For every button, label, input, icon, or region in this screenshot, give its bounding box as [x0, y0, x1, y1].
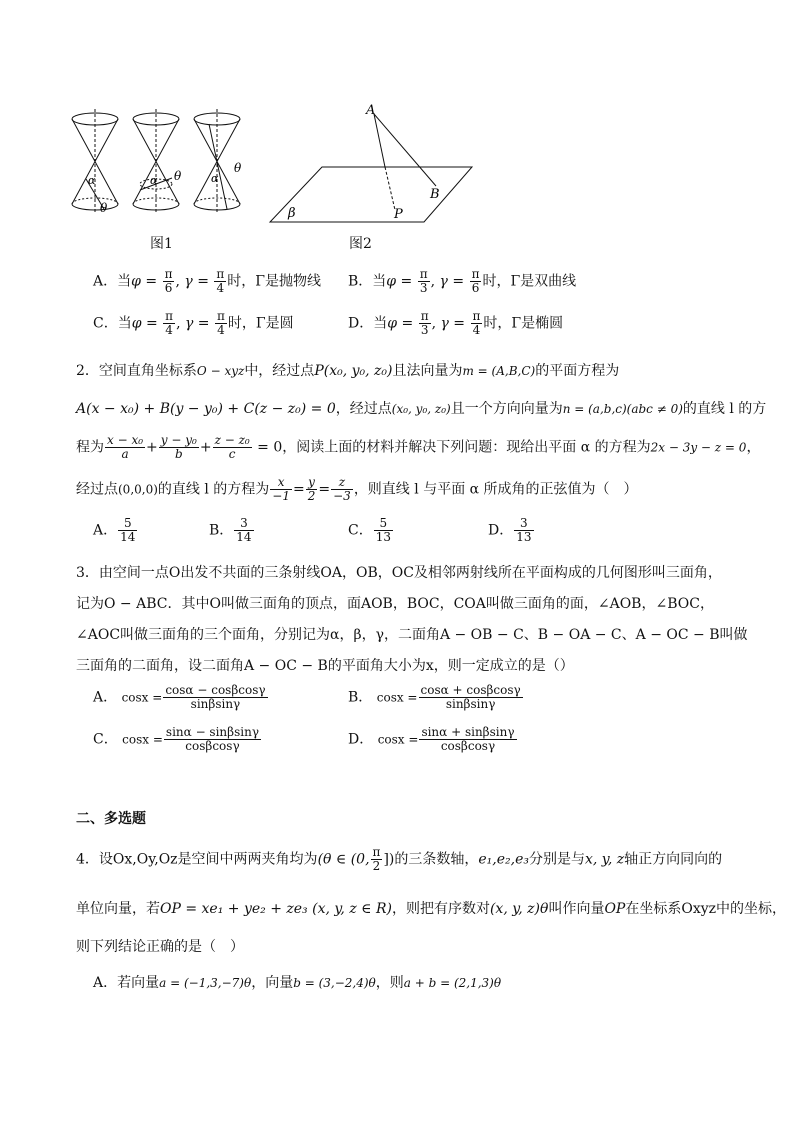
figure-1-cones [66, 104, 256, 234]
q4-line-1: 4．设Ox,Oy,Oz是空间中两两夹角均为(θ ∈ (0, $\frac{\pi}{2}$ ])的三条数轴，e₁,e₂,e₃分别是与x, y, z轴正方向同向的 [76, 845, 723, 873]
q2-line-4: 经过点(0,0,0)的直线 l 的方程为 $\frac{x}{-1}$ = $\frac{y}{2}$ = $\frac{z}{-3}$ ，则直线 l 与平面 α 所成角的正弦值为（ ） [76, 475, 638, 503]
q1-option-B[interactable]: B．当φ = $\frac{\pi}{3}$ , γ = $\frac{\pi}{6}$ 时，Γ是双曲线 [348, 267, 577, 295]
segment-AP-hidden [385, 167, 395, 210]
figure-2-plane [262, 100, 476, 230]
point-P-label: P [394, 207, 403, 222]
section-title: 二、多选题 [76, 811, 146, 827]
cone-1 [72, 109, 118, 214]
q3-option-B[interactable]: B． cosx = $\frac{\cos\alpha + \cos\beta\cos\gamma}{\sin\beta\sin\gamma}$ [348, 683, 521, 711]
q2-line-3: 程为 $\frac{\text{x − x₀}}{a}$ + $\frac{\text{y − y₀}}{b}$ + $\frac{\text{z − z₀}}{c}$ = 0，阅读上面的材料并解决下列问题：现给出平面 α 的方程为2x − 3y − z = 0， [76, 433, 761, 461]
figure-1-caption: 图1 [150, 236, 173, 252]
q2-option-C[interactable]: C． $\frac{5}{13}$ [348, 516, 391, 544]
q3-line-1: 3．由空间一点O出发不共面的三条射线OA，OB，OC及相邻两射线所在平面构成的几何图形叫三面角， [76, 565, 722, 581]
plane-beta [270, 167, 472, 222]
q3-line-3: ∠AOC叫做三面角的三个面角，分别记为α，β，γ，二面角A − OB − C、B − OA − C、A − OC − B叫做 [76, 627, 748, 643]
q2-option-B[interactable]: B． $\frac{3}{14}$ [209, 516, 252, 544]
q4-option-A[interactable]: A．若向量a = (−1,3,−7)θ，向量b = (3,−2,4)θ，则a + b = (2,1,3)θ [93, 975, 502, 991]
cone-2-theta-label: θ [174, 169, 182, 183]
q3-line-4: 三面角的二面角，设二面角A − OC − B的平面角大小为x，则一定成立的是（） [76, 658, 574, 674]
cone-2-alpha-label: α [150, 174, 158, 187]
figure-2-caption: 图2 [349, 236, 372, 252]
q3-option-D[interactable]: D． cosx = $\frac{\sin\alpha + \sin\beta\sin\gamma}{\cos\beta\cos\gamma}$ [348, 725, 515, 753]
q4-line-3: 则下列结论正确的是（ ） [76, 939, 244, 955]
q2-line-2: A(x − x₀) + B(y − y₀) + C(z − z₀) = 0，经过点(x₀, y₀, z₀)且一个方向向量为n = (a,b,c)(abc ≠ 0)的直线 l 的方 [76, 401, 767, 417]
q3-option-A[interactable]: A． cosx = $\frac{\cos\alpha - \cos\beta\cos\gamma}{\sin\beta\sin\gamma}$ [93, 683, 266, 711]
point-B-label: B [430, 187, 440, 202]
q3-line-2: 记为O − ABC．其中O叫做三面角的顶点，面AOB，BOC，COA叫做三面角的面，∠AOB，∠BOC， [76, 596, 714, 612]
q2-option-A[interactable]: A． $\frac{5}{14}$ [93, 516, 136, 544]
segment-AP-visible [374, 114, 385, 167]
q2-line-1: 2．空间直角坐标系O − xyz中，经过点P(x₀, y₀, z₀)且法向量为m = (A,B,C)的平面方程为 [76, 363, 620, 379]
cone-3-theta-label: θ [234, 161, 242, 175]
cone-3-alpha-label: α [211, 172, 219, 185]
q2-option-D[interactable]: D． $\frac{3}{13}$ [488, 516, 532, 544]
cone-1-alpha-label: α [88, 174, 96, 187]
q3-option-C[interactable]: C． cosx = $\frac{\sin\alpha - \sin\beta\sin\gamma}{\cos\beta\cos\gamma}$ [93, 725, 259, 753]
q1-option-C[interactable]: C．当φ = $\frac{\pi}{4}$ , γ = $\frac{\pi}{4}$ 时，Γ是圆 [93, 309, 294, 337]
q1-option-D[interactable]: D．当φ = $\frac{\pi}{3}$ , γ = $\frac{\pi}{4}$ 时，Γ是椭圆 [348, 309, 564, 337]
q4-line-2: 单位向量，若OP = xe₁ + ye₂ + ze₃ (x, y, z ∈ R)，则把有序数对(x, y, z)θ叫作向量OP在坐标系Oxyz中的坐标， [76, 901, 787, 917]
point-A-label: A [366, 103, 376, 118]
plane-beta-label: β [288, 206, 296, 221]
cone-1-theta-label: θ [100, 201, 108, 215]
q1-option-A[interactable]: A．当φ = $\frac{\pi}{6}$ , γ = $\frac{\pi}{4}$ 时，Γ是抛物线 [93, 267, 321, 295]
cone-2 [133, 109, 179, 214]
segment-AB [374, 114, 436, 186]
